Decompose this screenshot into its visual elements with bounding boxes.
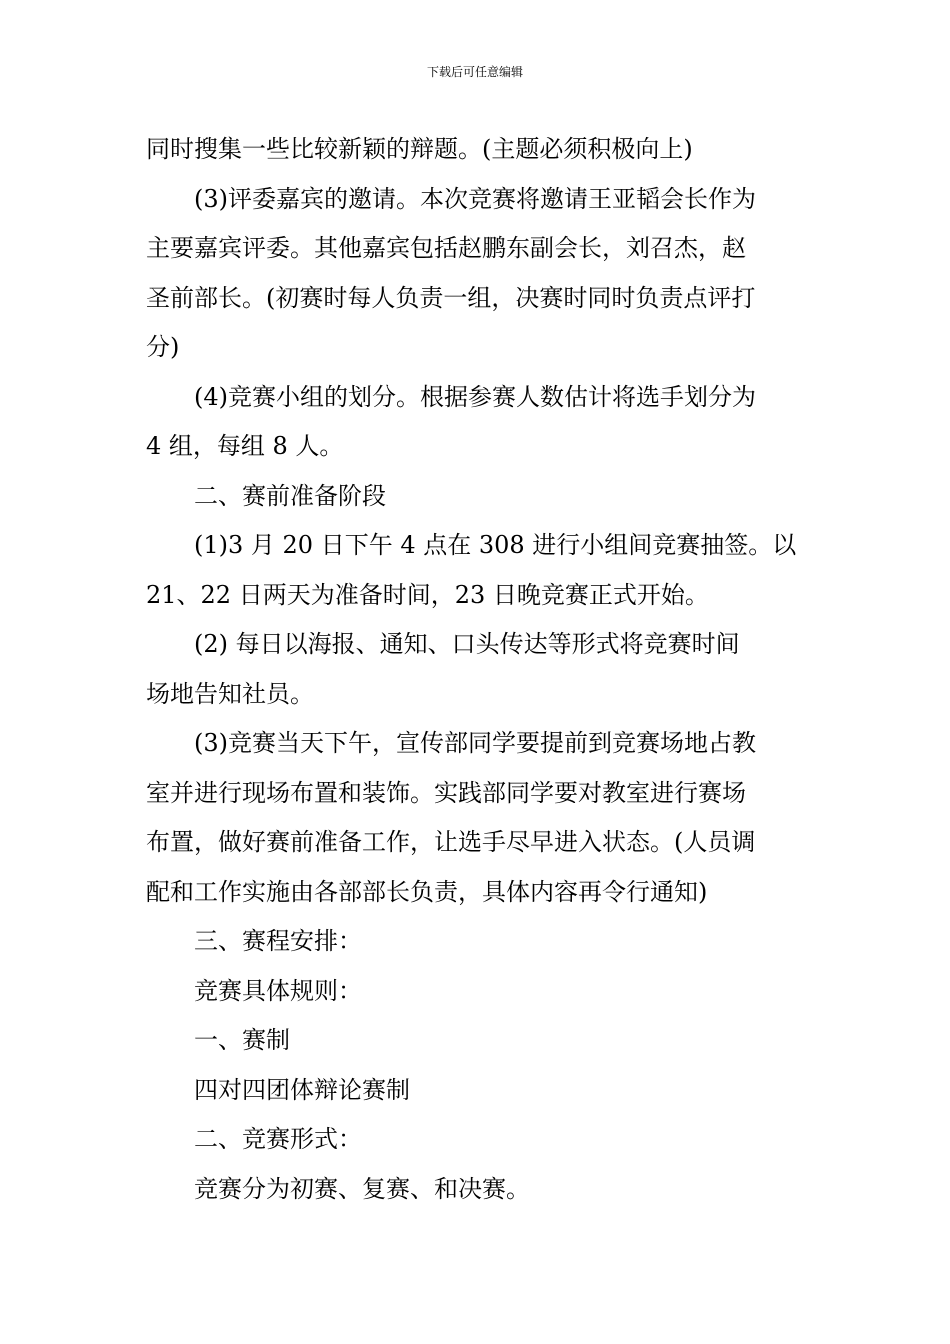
body-line: 室并进行现场布置和装饰。实践部同学要对教室进行赛场: [146, 778, 746, 807]
body-line: 场地告知社员。: [146, 679, 314, 708]
document-body: [146, 125, 811, 1214]
body-line: 二、竞赛形式：: [194, 1125, 362, 1153]
body-line: 三、赛程安排：: [194, 927, 362, 955]
body-line: 21、22 日两天为准备时间，23 日晚竞赛正式开始。: [146, 580, 709, 609]
body-line: 主要嘉宾评委。其他嘉宾包括赵鹏东副会长，刘召杰，赵: [146, 234, 746, 262]
body-line: 四对四团体辩论赛制: [194, 1075, 410, 1104]
body-line: (2) 每日以海报、通知、口头传达等形式将竞赛时间: [194, 630, 740, 658]
body-line: (3)评委嘉宾的邀请。本次竞赛将邀请王亚韬会长作为: [194, 184, 756, 213]
body-line: 布置，做好赛前准备工作，让选手尽早进入状态。(人员调: [146, 828, 756, 856]
body-line: 4 组，每组 8 人。: [146, 432, 344, 460]
body-line: 一、赛制: [194, 1026, 290, 1054]
body-line: (1)3 月 20 日下午 4 点在 308 进行小组间竞赛抽签。以: [194, 531, 797, 559]
body-line: 竞赛分为初赛、复赛、和决赛。: [194, 1174, 530, 1203]
body-line: 圣前部长。(初赛时每人负责一组，决赛时同时负责点评打: [146, 283, 756, 312]
body-line: 配和工作实施由各部部长负责，具体内容再令行通知): [146, 877, 708, 906]
body-line: 二、赛前准备阶段: [194, 481, 386, 510]
page-header: 下载后可任意编辑: [426, 65, 523, 79]
body-line: 同时搜集一些比较新颖的辩题。(主题必须积极向上): [146, 135, 693, 163]
body-line: (4)竞赛小组的划分。根据参赛人数估计将选手划分为: [194, 382, 756, 411]
body-line: (3)竞赛当天下午，宣传部同学要提前到竞赛场地占教: [194, 729, 756, 757]
body-line: 分): [146, 333, 180, 361]
body-line: 竞赛具体规则：: [194, 976, 362, 1005]
